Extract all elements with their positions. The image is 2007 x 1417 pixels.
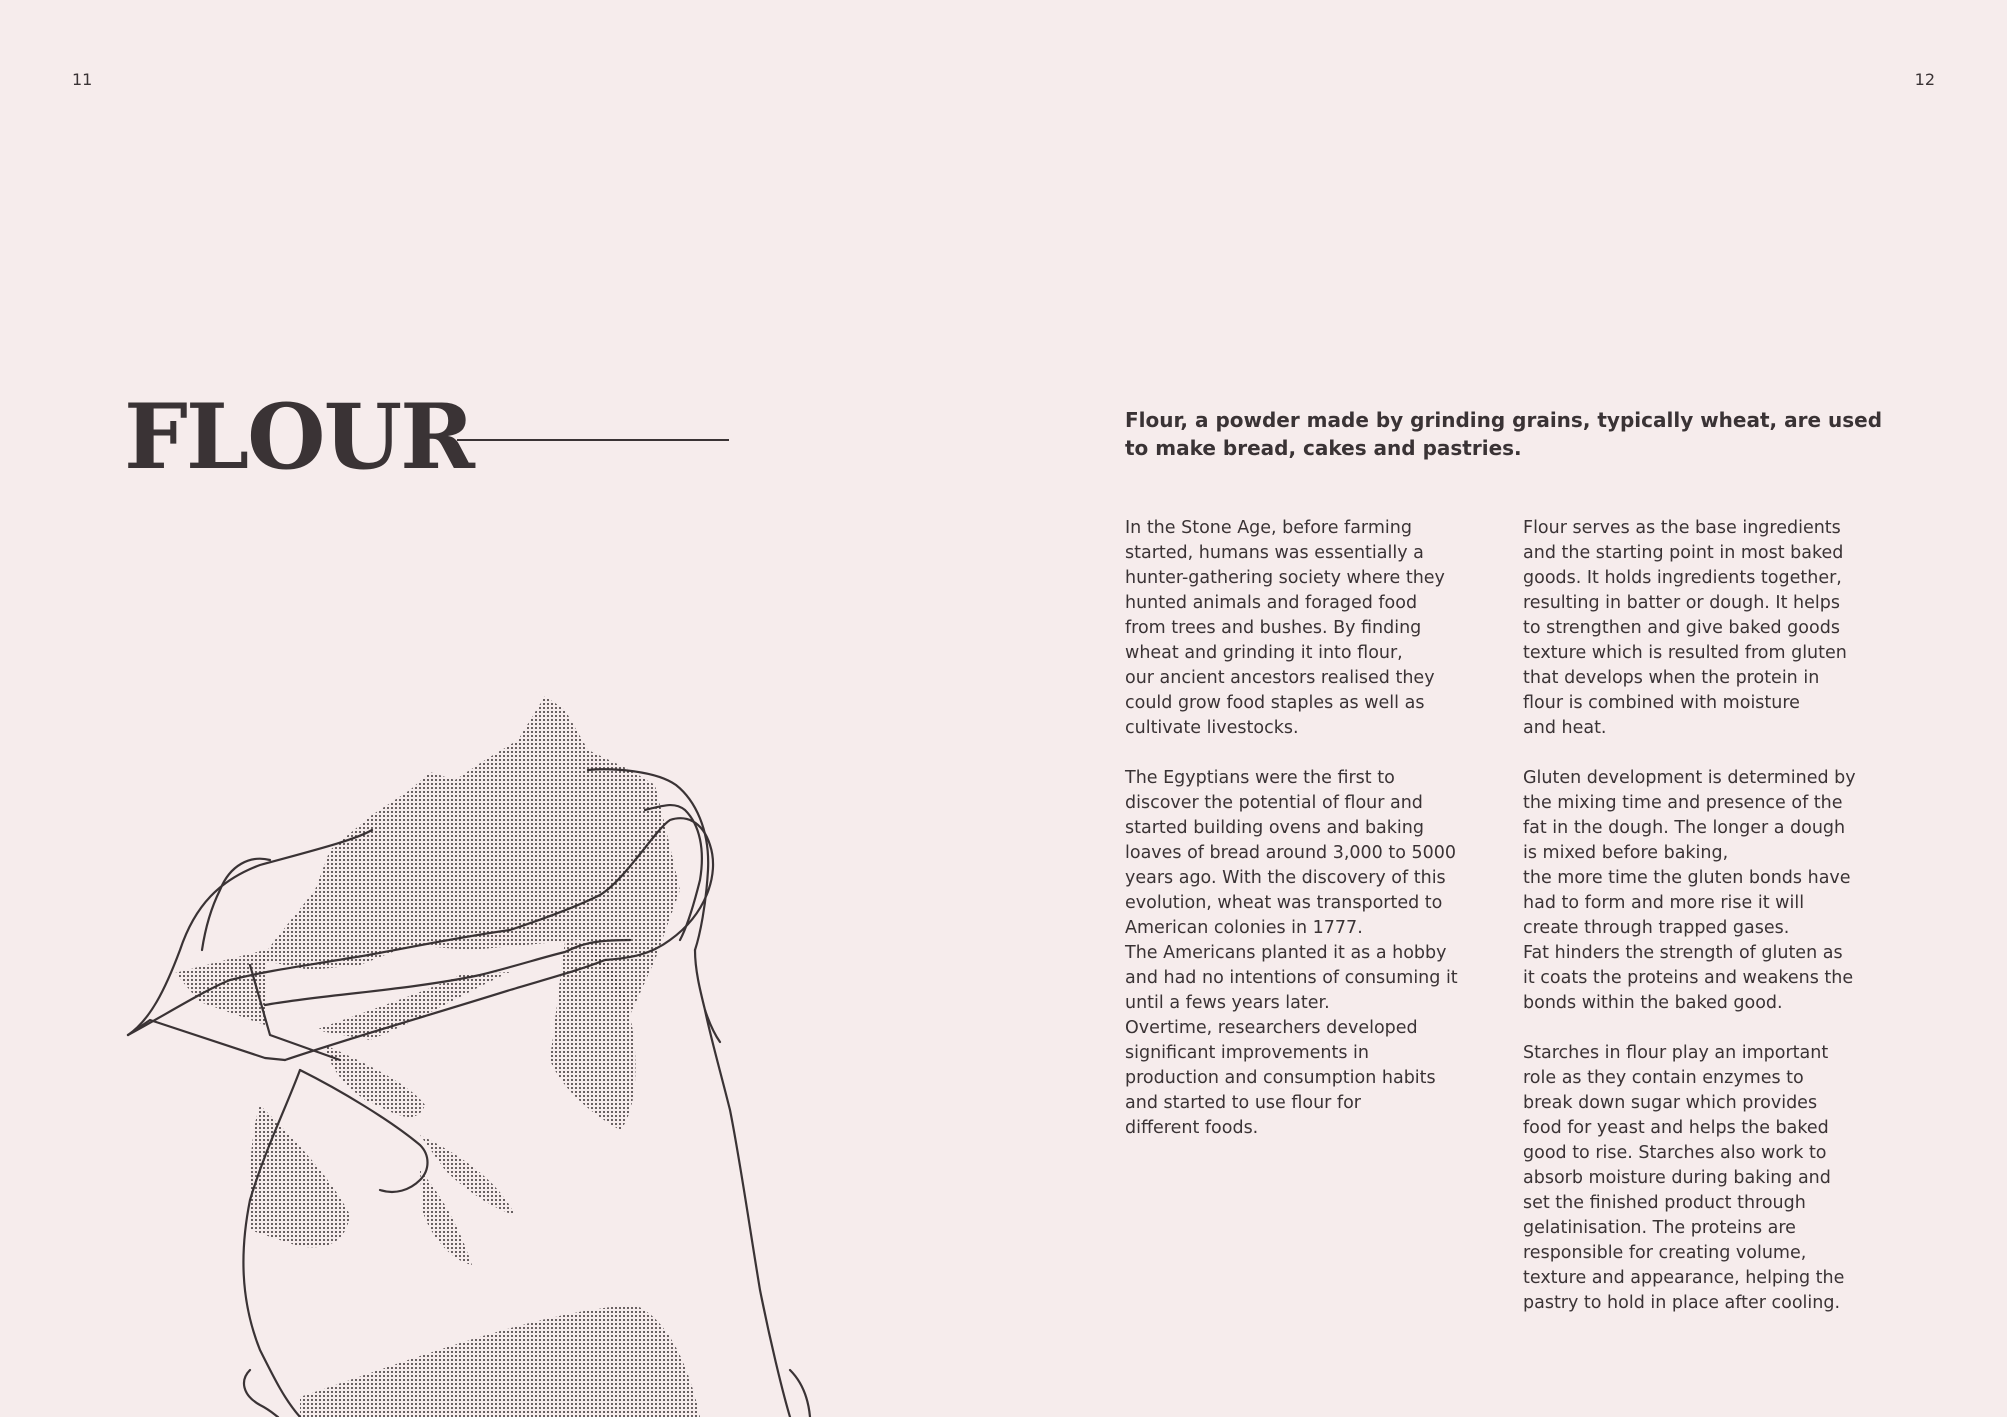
text-column-right xyxy=(1523,516,1903,1341)
lead-paragraph: Flour, a powder made by grinding grains, typically wheat, are used to make bread, cakes and pastries. xyxy=(1125,408,1883,460)
page-number-left: 11 xyxy=(72,70,93,89)
paragraph-stone-age: In the Stone Age, before farming started, humans was essentially a hunter-gathering society where they hunted animals and foraged food from trees and bushes. By finding wheat and grinding it into flour, our ancient ancestors realised they could grow food staples as well as cultivate livestocks. xyxy=(1125,518,1445,738)
sack-shade-1 xyxy=(250,1105,350,1247)
page-number-right: 12 xyxy=(1914,70,1935,89)
sack-shade-2 xyxy=(325,1045,425,1117)
page-title: FLOUR xyxy=(124,384,473,490)
sack-shade-6 xyxy=(300,1305,700,1417)
paragraph-base-ingredients: Flour serves as the base ingredients and the starting point in most baked goods. It holds ingredients together, resulting in batter or dough. It helps to strengthen and give baked goods texture which is resulted from gluten that develops when the protein in flour is combined with moisture and heat. xyxy=(1523,518,1847,738)
title-divider xyxy=(457,439,729,441)
paragraph-starches: Starches in flour play an important role as they contain enzymes to break down sugar which provides food for yeast and helps the baked good to rise. Starches also work to absorb moisture during baking and set the finished product through gelatinisation. The proteins are responsible for creating volume, texture and appearance, helping the pastry to hold in place after cooling. xyxy=(1523,1043,1845,1313)
paragraph-gluten: Gluten development is determined by the mixing time and presence of the fat in the dough. The longer a dough is mixed before baking, the more time the gluten bonds have had to form and more rise it will create through trapped gases. Fat hinders the strength of gluten as it coats the proteins and weakens the bonds within the baked good. xyxy=(1523,768,1856,1013)
text-column-left xyxy=(1125,516,1505,1166)
flour-sack-icon xyxy=(110,690,880,1417)
cuff-shade-left xyxy=(175,950,265,1025)
paragraph-egyptians: The Egyptians were the first to discover the potential of flour and started building ovens and baking loaves of bread around 3,000 to 5000 years ago. With the discovery of this evolution, wheat was transported to American colonies in 1777. The Americans planted it as a hobby and had no intentions of consuming it until a fews years later. Overtime, researchers developed significant improvements in production and consumption habits and started to use flour for different foods. xyxy=(1125,768,1458,1138)
flour-heap xyxy=(260,696,680,1015)
cuff-shade-mid xyxy=(315,972,510,1040)
